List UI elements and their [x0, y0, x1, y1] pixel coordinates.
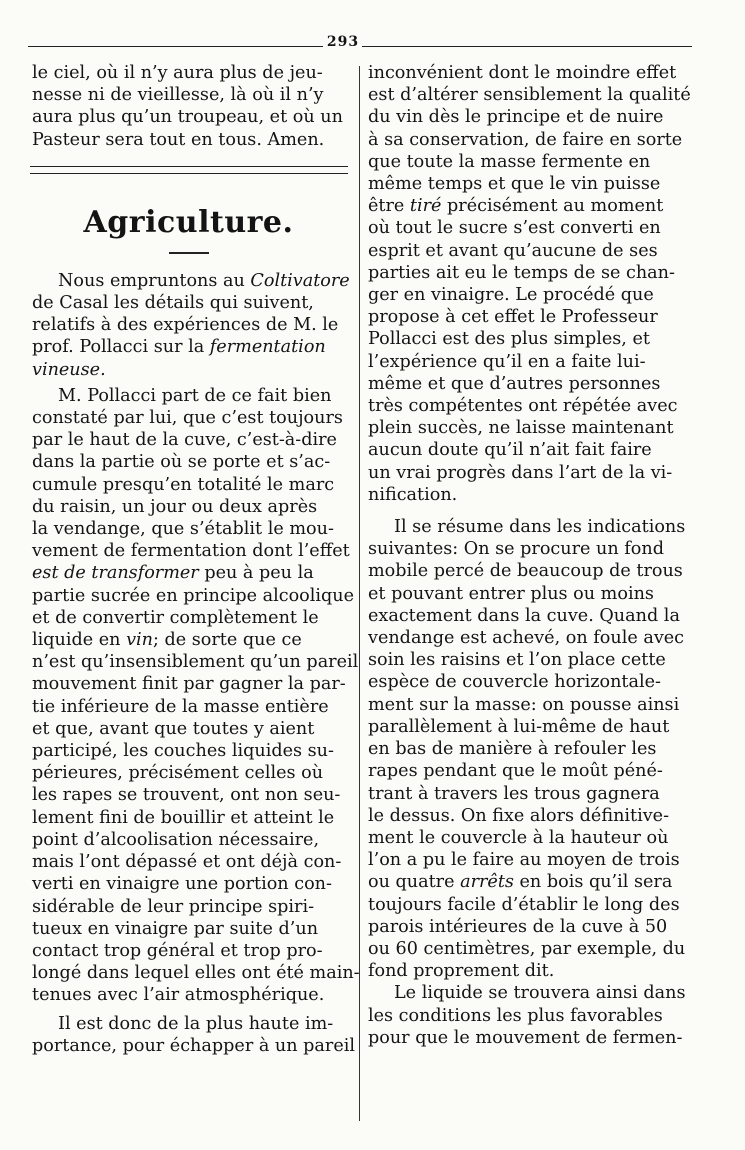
text-line: suivantes: On se procure un fond [368, 539, 664, 560]
text-line: ment sur la masse: on pousse ainsi [368, 694, 680, 715]
text-line: inconvénient dont le moindre effet [368, 63, 677, 83]
text-line: sidérable de leur principe spiri- [32, 896, 315, 917]
paragraph [32, 1013, 355, 1057]
title-dash [169, 252, 209, 254]
paragraph [368, 62, 691, 506]
italic-term: arrêts [460, 872, 514, 893]
text-line: parois intérieures de la cuve à 50 [368, 916, 668, 937]
paragraph [32, 385, 360, 1007]
text-line: espèce de couvercle horizontale- [368, 672, 661, 693]
text-line: point d’alcoolisation nécessaire, [32, 829, 320, 850]
text-line: propose à cet effet le Professeur [368, 307, 658, 328]
text-line: le ciel, où il n’y aura plus de jeu- [32, 63, 323, 83]
text-fragment: ou quatre [368, 872, 461, 893]
text-line: ger en vinaigre. Le procédé que [368, 285, 654, 306]
text-line: même temps et que le vin puisse [368, 174, 661, 195]
text-line: est d’altérer sensiblement la qualité [368, 85, 691, 106]
text-line [32, 629, 345, 651]
text-line [368, 871, 688, 893]
text-line: où tout le sucre s’est converti en [368, 218, 661, 239]
section-separator [30, 166, 348, 174]
text-fragment: être [368, 196, 410, 217]
text-line: parallèlement à lui-même de haut [368, 716, 670, 737]
text-line: tie inférieure de la masse entière [32, 696, 329, 717]
italic-term: vineuse. [32, 359, 106, 380]
italic-term: Coltivatore [250, 270, 350, 291]
text-line: cumule presqu’en totalité le marc [32, 474, 335, 495]
text-line: lement fini de bouillir et atteint le [32, 807, 335, 828]
text-line: participé, les couches liquides su- [32, 741, 334, 762]
text-line: partie sucrée en principe alcoolique [32, 585, 355, 606]
text-line: contact trop général et trop pro- [32, 940, 323, 961]
text-line [32, 562, 345, 584]
paragraph [32, 270, 350, 381]
text-line: fond proprement dit. [368, 961, 555, 982]
text-line: exactement dans la cuve. Quand la [368, 605, 680, 626]
text-line: même et que d’autres personnes [368, 373, 661, 394]
text-line: esprit et avant qu’aucune de ses [368, 240, 658, 261]
text-line: et pouvant entrer plus ou moins [368, 583, 654, 604]
text-line: très compétentes ont répétée avec [368, 396, 678, 417]
text-line: nesse ni de vieillesse, là où il n’y [32, 85, 324, 106]
text-line: les conditions les plus favorables [368, 1005, 663, 1026]
text-line [32, 270, 350, 292]
paragraph [368, 982, 688, 1049]
text-line: tueux en vinaigre par suite d’un [32, 918, 319, 939]
text-line [368, 195, 688, 217]
text-line: du vin dès le principe et de nuire [368, 107, 664, 128]
text-line: et de convertir complètement le [32, 607, 319, 628]
text-line: M. Pollacci part de ce fait bien [58, 385, 332, 406]
text-line: Pollacci est des plus simples, et [368, 329, 650, 350]
text-line: n’est qu’insensiblement qu’un pareil [32, 652, 359, 673]
text-fragment: ; de sorte que ce [152, 630, 302, 651]
text-line: mais l’ont dépassé et ont déjà con- [32, 852, 342, 873]
text-fragment: peu à peu la [204, 563, 314, 584]
text-line: et que, avant que toutes y aient [32, 718, 315, 739]
text-line: parties ait eu le temps de se chan- [368, 262, 675, 283]
text-fragment: précisément au moment [441, 196, 664, 217]
page-number: 293 [326, 34, 360, 50]
text-line [32, 336, 345, 358]
text-line: Il est donc de la plus haute im- [58, 1013, 334, 1034]
text-line: de Casal les détails qui suivent, [32, 293, 314, 314]
text-line: rapes pendant que le moût péné- [368, 761, 663, 782]
text-line: relatifs à des expériences de M. le [32, 315, 339, 336]
text-line: en bas de manière à refouler les [368, 739, 657, 760]
text-line: trant à travers les trous gagnera [368, 783, 660, 804]
section-title: Agriculture. [83, 204, 294, 240]
text-line: verti en vinaigre une portion con- [32, 874, 332, 895]
text-line: tenues avec l’air atmosphérique. [32, 985, 325, 1006]
text-line: périeures, précisément celles où [32, 763, 324, 784]
text-line: constaté par lui, que c’est toujours [32, 408, 343, 429]
text-line: que toute la masse fermente en [368, 151, 651, 172]
text-line: Le liquide se trouvera ainsi dans [394, 983, 686, 1004]
paragraph [368, 516, 688, 982]
text-line: mouvement finit par gagner la par- [32, 674, 346, 695]
text-line: vement de fermentation dont l’effet [32, 541, 350, 562]
italic-term: est de transformer [32, 563, 199, 584]
text-line: plein succès, ne laisse maintenant [368, 418, 674, 439]
text-line [32, 359, 345, 381]
text-line: aucun doute qu’il n’ait fait faire [368, 440, 652, 461]
text-line: toujours facile d’établir le long des [368, 894, 680, 915]
text-line: l’expérience qu’il en a faite lui- [368, 351, 646, 372]
text-line: Pasteur sera tout en tous. Amen. [32, 129, 325, 150]
text-line: dans la partie où se porte et s’ac- [32, 452, 331, 473]
italic-term: tiré [409, 196, 442, 217]
italic-term: vin [126, 630, 153, 651]
text-line: ment le couvercle à la hauteur où [368, 827, 669, 848]
text-line: la vendange, que s’établit le mou- [32, 519, 334, 540]
text-line: nification. [368, 484, 458, 505]
header-rule-right [362, 46, 692, 47]
text-line: soin les raisins et l’on place cette [368, 650, 666, 671]
text-line: ou 60 centimètres, par exemple, du [368, 938, 686, 959]
text-line: portance, pour échapper à un pareil [32, 1035, 355, 1056]
right-column [368, 62, 691, 1049]
left-column [32, 62, 360, 1057]
closing-paragraph [32, 62, 345, 151]
text-line: par le haut de la cuve, c’est-à-dire [32, 430, 337, 451]
text-line: pour que le mouvement de fermen- [368, 1027, 683, 1048]
text-line: vendange est achevé, on foule avec [368, 628, 685, 649]
text-line: le dessus. On fixe alors définitive- [368, 805, 670, 826]
text-line: un vrai progrès dans l’art de la vi- [368, 462, 673, 483]
text-fragment: prof. Pollacci sur la [32, 337, 210, 358]
text-fragment: Nous empruntons au [58, 270, 251, 291]
text-line: l’on a pu le faire au moyen de trois [368, 850, 680, 871]
italic-term: fermentation [209, 337, 326, 358]
text-fragment: liquide en [32, 630, 127, 651]
text-line: longé dans lequel elles ont été main- [32, 963, 360, 984]
text-line: Il se résume dans les indications [394, 517, 686, 538]
header-rule-left [28, 46, 323, 47]
text-fragment: en bois qu’il sera [513, 872, 673, 893]
text-line: mobile percé de beaucoup de trous [368, 561, 683, 582]
text-line: aura plus qu’un troupeau, et où un [32, 107, 343, 128]
text-line: du raisin, un jour ou deux après [32, 496, 318, 517]
text-line: les rapes se trouvent, ont non seu- [32, 785, 341, 806]
text-line: à sa conservation, de faire en sorte [368, 129, 683, 150]
